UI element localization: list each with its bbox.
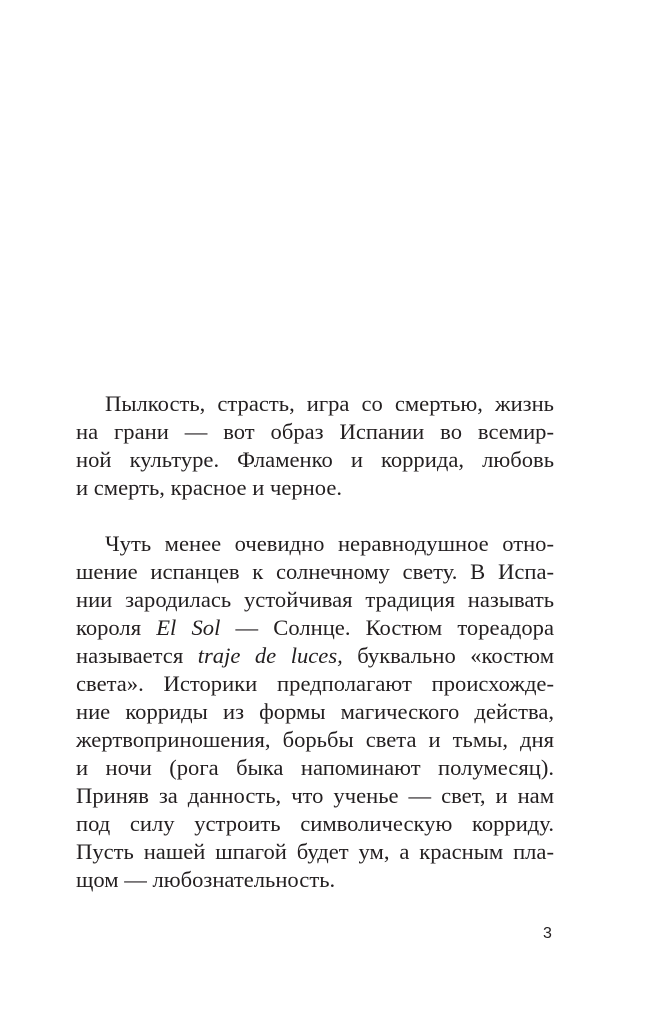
text-line: жертвоприношения, борьбы света и тьмы, дня xyxy=(76,727,554,752)
text-line: ной культуре. Фламенко и коррида, любовь xyxy=(76,447,554,472)
page-number: 3 xyxy=(543,925,552,942)
text-line: Пусть нашей шпагой будет ум, а красным пла- xyxy=(76,839,554,864)
text-line: шение испанцев к солнечному свету. В Испа- xyxy=(76,559,554,584)
text-line: ние корриды из формы магического действа, xyxy=(76,699,554,724)
text-line xyxy=(76,642,554,670)
text-run: — Солнце. Костюм тореадора xyxy=(220,615,554,640)
text-line: Приняв за данность, что ученье — свет, и нам xyxy=(76,783,554,808)
text-line: света». Историки предполагают происхожде- xyxy=(76,671,554,696)
text-line: под силу устроить символическую корриду. xyxy=(76,811,554,836)
text-line: и смерть, красное и черное. xyxy=(76,475,343,500)
text-run: буквально «костюм xyxy=(342,643,554,668)
paragraph-sun-tradition xyxy=(76,530,554,894)
text-line: щом — любознательность. xyxy=(76,867,336,892)
text-line: на грани — вот образ Испании во всемир- xyxy=(76,419,554,444)
paragraph-spain-image xyxy=(76,390,554,502)
text-line: нии зародилась устойчивая традиция называть xyxy=(76,587,554,612)
text-run: короля xyxy=(76,615,157,640)
text-line: Пылкость, страсть, игра со смертью, жизнь xyxy=(105,391,554,416)
italic-term: traje de luces, xyxy=(197,643,343,668)
text-line: и ночи (рога быка напоминают полумесяц). xyxy=(76,755,554,780)
text-line xyxy=(76,614,554,642)
text-run: называется xyxy=(76,643,198,668)
italic-term: El Sol xyxy=(156,615,221,640)
text-line: Чуть менее очевидно неравнодушное отно- xyxy=(105,531,554,556)
